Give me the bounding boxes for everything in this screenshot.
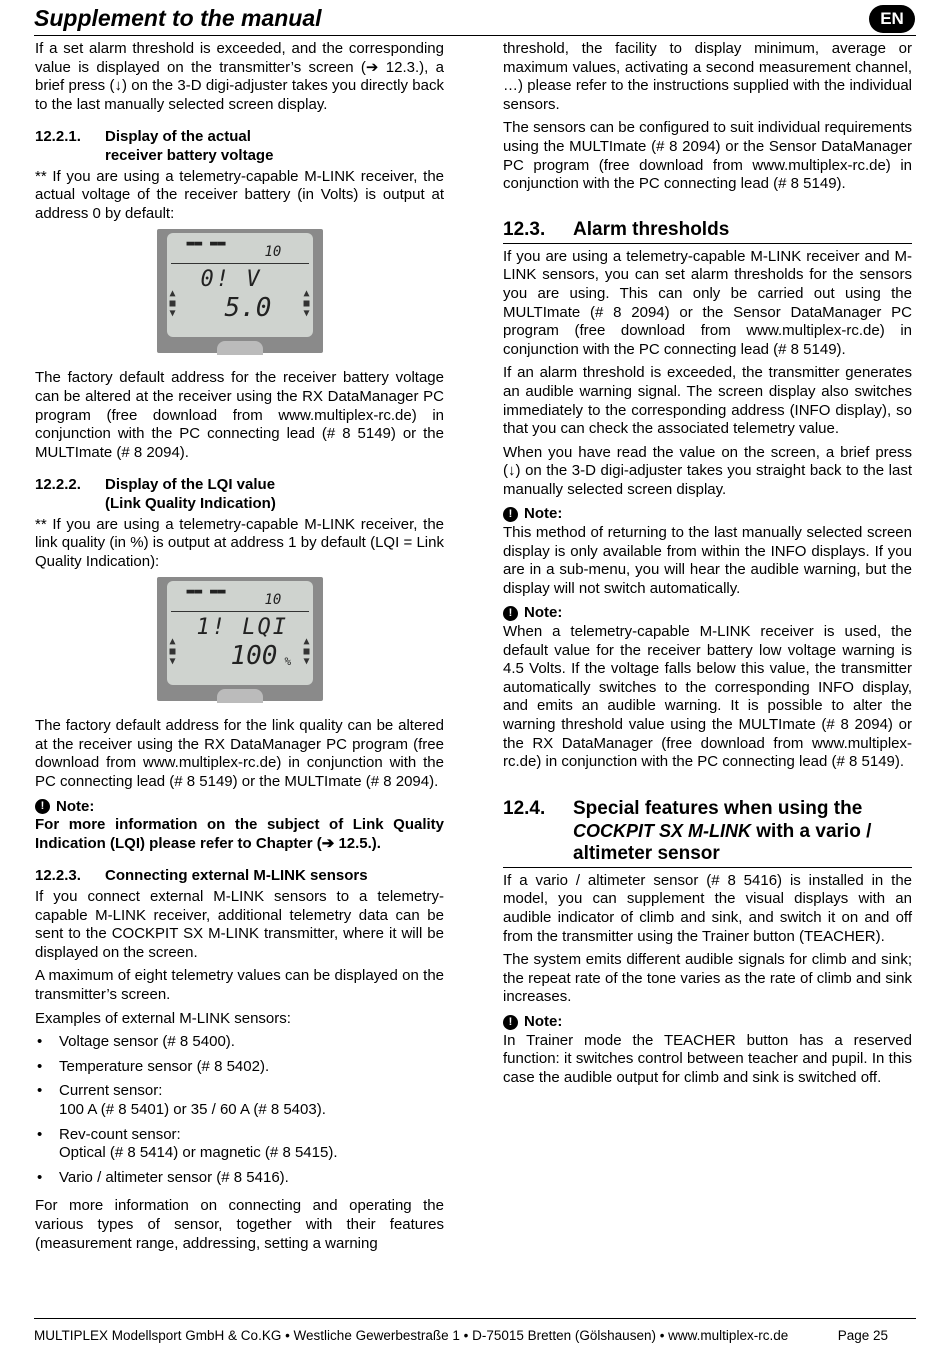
right-column: [503, 40, 912, 1092]
section-title-part: with a vario / altimeter sensor: [573, 820, 872, 864]
alarm-return-paragraph: When you have read the value on the screen, a brief press (↓) on the 3-D digi-adjuster takes you straight back to the last manually selected screen display.: [503, 443, 912, 498]
lcd-value: 100: [230, 641, 278, 672]
list-item: • Vario / altimeter sensor (# 8 5416).: [35, 1169, 444, 1188]
section-title-product: COCKPIT SX M-LINK: [573, 820, 751, 841]
lcd-top-value: 10: [264, 592, 282, 609]
note-text: When a telemetry-capable M-LINK receiver is used, the default value for the receiver battery low voltage warning is 4.5 Volts. If the voltage falls below this value, the transmitter automatically switches to the corresponding INFO display, and emits an audible warning. It is possible to alter the warning threshold value using the MULTImate (# 8 2094) or the RX DataManager (free download from www.multiplex-rc.de) in conjunction with the PC connecting lead (# 8 5149).: [503, 623, 912, 771]
section-number: 12.2.2.: [35, 476, 81, 494]
lcd-display-voltage: [157, 229, 323, 353]
vario-intro-paragraph: If a vario / altimeter sensor (# 8 5416) is installed in the model, you can supplement the visual displays with an audible indicator of climb and sink, and switch it on and off from the transmitter using the Trainer button (TEACHER).: [503, 871, 912, 945]
list-item: • Rev-count sensor: Optical (# 8 5414) or magnetic (# 8 5415).: [35, 1126, 444, 1163]
lcd-screen: [167, 581, 313, 685]
section-title: Alarm thresholds: [573, 218, 730, 240]
note-label: Note:: [56, 797, 95, 815]
list-item: • Current sensor: 100 A (# 8 5401) or 35 / 60 A (# 8 5403).: [35, 1082, 444, 1119]
section-12-4-heading: [503, 798, 912, 868]
section-title: [573, 798, 912, 865]
sensors-more-info-paragraph: For more information on connecting and operating the various types of sensor, together with their features (measurement range, addressing, setting a warning: [35, 1197, 444, 1252]
note-label: Note:: [524, 604, 563, 622]
lcd-address-line: 1! LQI: [196, 615, 288, 641]
note-heading: [503, 604, 912, 623]
lcd-value: 5.0: [224, 293, 272, 324]
lcd-screen: [167, 233, 313, 337]
footer-company: MULTIPLEX Modellsport GmbH & Co.KG • Westliche Gewerbestraße 1 • D-75015 Bretten (Gölshausen) • www.multiplex-rc.de: [34, 1328, 789, 1343]
section-title: Display of the LQI value (Link Quality Indication): [105, 476, 276, 512]
alarm-exceeded-paragraph: If an alarm threshold is exceeded, the transmitter generates an audible warning signal. The screen display also switches immediately to the corresponding address (INFO display), so that you can check the associated telemetry value.: [503, 364, 912, 438]
section-12-2-1-heading: [35, 128, 444, 165]
footer-divider: [34, 1318, 916, 1319]
alarm-intro-paragraph: If you are using a telemetry-capable M-LINK receiver and M-LINK sensors, you can set alarm thresholds for the sensors you are using. This can only be carried out using the MULTImate (# 8 2094) or the Sensor DataManager PC program (free download from www.multiplex-rc.de) in conjunction with the PC connecting lead (# 8 5149).: [503, 247, 912, 358]
note-icon: !: [503, 1015, 518, 1030]
section-number: 12.2.1.: [35, 128, 81, 146]
continued-paragraph: threshold, the facility to display minimum, average or maximum values, activating a second measurement channel, …) please refer to the instructions supplied with the individual sensors.: [503, 40, 912, 113]
sensor-list: [35, 1033, 444, 1187]
sensors-max-paragraph: A maximum of eight telemetry values can be displayed on the transmitter’s screen.: [35, 967, 444, 1003]
lcd-right-arrows-icon: ▲ ■ ▼: [303, 288, 310, 320]
left-column: [35, 40, 444, 1258]
note-icon: !: [503, 606, 518, 621]
battery-voltage-default-paragraph: The factory default address for the receiver battery voltage can be altered at the receiver using the RX DataManager PC program (free download from www.multiplex-rc.de) in conjunction with the PC connecting lead (# 8 5149) or the MULTImate (# 8 2094).: [35, 369, 444, 461]
lcd-address-line: 0! V: [200, 267, 262, 293]
intro-paragraph: If a set alarm threshold is exceeded, and the corresponding value is displayed on the transmitter’s screen (➔ 12.3.), a brief press (↓) on the 3-D digi-adjuster takes you directly back to the last manually selected screen display.: [35, 40, 444, 113]
section-12-2-3-heading: [35, 867, 444, 886]
lcd-left-arrows-icon: ▲ ■ ▼: [169, 636, 176, 668]
section-title-part: Special features when using the: [573, 797, 863, 819]
digi-adjuster-icon: [217, 341, 263, 355]
lcd-display-lqi: [157, 577, 323, 701]
sensors-examples-paragraph: Examples of external M-LINK sensors:: [35, 1009, 291, 1027]
note-heading: [503, 505, 912, 524]
lcd-unit: %: [284, 655, 292, 669]
section-number: 12.2.3.: [35, 867, 81, 885]
lcd-left-arrows-icon: ▲ ■ ▼: [169, 288, 176, 320]
section-12-3-heading: [503, 218, 912, 244]
lcd-trim-bar: ▬▬ ▬▬: [186, 236, 226, 252]
lcd-separator: [171, 263, 309, 264]
note-label: Note:: [524, 1012, 563, 1030]
sensors-intro-paragraph: If you connect external M-LINK sensors to a telemetry-capable M-LINK receiver, additional telemetry data can be sent to the COCKPIT SX M-LINK transmitter, where it will be displayed on the screen.: [35, 888, 444, 961]
section-title: Display of the actual receiver battery voltage: [105, 128, 274, 164]
list-item: • Temperature sensor (# 8 5402).: [35, 1058, 444, 1077]
lqi-default-paragraph: The factory default address for the link quality can be altered at the receiver using the RX DataManager PC program (free download from www.multiplex-rc.de) in conjunction with the PC connecting lead (# 8 5149) or the MULTImate (# 8 2094).: [35, 717, 444, 791]
note-label: Note:: [524, 505, 563, 523]
note-heading: [35, 798, 444, 817]
note-icon: !: [503, 507, 518, 522]
lqi-paragraph: ** If you are using a telemetry-capable M-LINK receiver, the link quality (in %) is output at address 1 by default (LQI = Link Quality Indication):: [35, 515, 444, 570]
section-12-2-2-heading: [35, 476, 444, 513]
section-title: Connecting external M-LINK sensors: [105, 867, 368, 885]
section-number: 12.3.: [503, 218, 546, 240]
section-number: 12.4.: [503, 797, 546, 819]
header-divider: [34, 35, 916, 36]
note-text: This method of returning to the last manually selected screen display is only available from within the INFO displays. If you are in a sub-menu, you will hear the audible warning, but the display will not switch automatically.: [503, 524, 912, 597]
page-header-title: Supplement to the manual: [34, 5, 322, 31]
language-badge: EN: [869, 5, 915, 33]
battery-voltage-paragraph: ** If you are using a telemetry-capable M-LINK receiver, the actual voltage of the receiver battery (in Volts) is output at address 0 by default:: [35, 167, 444, 222]
note-text: For more information on the subject of Link Quality Indication (LQI) please refer to Chapter (➔ 12.5.).: [35, 816, 444, 852]
digi-adjuster-icon: [217, 689, 263, 703]
note-icon: !: [35, 799, 50, 814]
list-item: • Voltage sensor (# 8 5400).: [35, 1033, 444, 1052]
lcd-right-arrows-icon: ▲ ■ ▼: [303, 636, 310, 668]
lcd-trim-bar: ▬▬ ▬▬: [186, 584, 226, 600]
lcd-top-value: 10: [264, 244, 282, 261]
sensor-config-paragraph: The sensors can be configured to suit individual requirements using the MULTImate (# 8 2094) or the Sensor DataManager PC program (free download from www.multiplex-rc.de) in conjunction with the PC connecting lead (# 8 5149).: [503, 119, 912, 193]
note-heading: [503, 1013, 912, 1032]
page-number: Page 25: [837, 1328, 888, 1343]
vario-signals-paragraph: The system emits different audible signals for climb and sink; the repeat rate of the tone varies as the rate of climb and sink increases.: [503, 951, 912, 1006]
note-text: In Trainer mode the TEACHER button has a reserved function: it switches control between teacher and pupil. In this case the audible output for climb and sink is switched off.: [503, 1031, 912, 1086]
lcd-separator: [171, 611, 309, 612]
